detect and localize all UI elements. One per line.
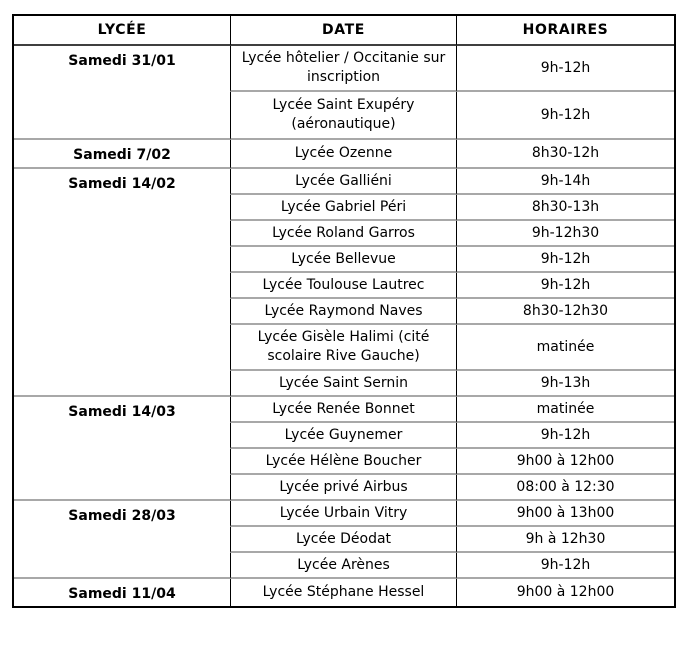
table-row bbox=[14, 140, 674, 169]
column-header-horaires: HORAIRES bbox=[456, 16, 674, 46]
horaires-cell: 9h00 à 12h00 bbox=[456, 579, 674, 606]
horaires-cell: matinée bbox=[456, 325, 674, 371]
lycee-name-cell: Lycée Saint Exupéry (aéronautique) bbox=[230, 92, 456, 140]
lycee-name-cell: Lycée Bellevue bbox=[230, 247, 456, 273]
horaires-cell: 8h30-12h30 bbox=[456, 299, 674, 325]
lycee-name-cell: Lycée Toulouse Lautrec bbox=[230, 273, 456, 299]
lycee-name-cell: Lycée hôtelier / Occitanie sur inscription bbox=[230, 46, 456, 92]
horaires-cell: 8h30-12h bbox=[456, 140, 674, 169]
horaires-cell: 08:00 à 12:30 bbox=[456, 475, 674, 501]
horaires-cell: 9h-13h bbox=[456, 371, 674, 397]
horaires-cell: 9h00 à 13h00 bbox=[456, 501, 674, 527]
lycee-name-cell: Lycée privé Airbus bbox=[230, 475, 456, 501]
horaires-cell: 9h-12h bbox=[456, 273, 674, 299]
date-cell: Samedi 14/03 bbox=[14, 397, 230, 501]
table-row bbox=[14, 169, 674, 195]
lycee-name-cell: Lycée Stéphane Hessel bbox=[230, 579, 456, 606]
lycee-name-cell: Lycée Gisèle Halimi (cité scolaire Rive Gauche) bbox=[230, 325, 456, 371]
horaires-cell: 9h-12h bbox=[456, 553, 674, 579]
lycee-name-cell: Lycée Roland Garros bbox=[230, 221, 456, 247]
date-cell: Samedi 7/02 bbox=[14, 140, 230, 169]
horaires-cell: 9h-12h30 bbox=[456, 221, 674, 247]
horaires-cell: 9h00 à 12h00 bbox=[456, 449, 674, 475]
column-header-lycee: LYCÉE bbox=[14, 16, 230, 46]
horaires-cell: 9h-12h bbox=[456, 423, 674, 449]
table-row bbox=[14, 579, 674, 606]
lycee-name-cell: Lycée Arènes bbox=[230, 553, 456, 579]
table-row bbox=[14, 46, 674, 92]
lycee-name-cell: Lycée Raymond Naves bbox=[230, 299, 456, 325]
lycee-name-cell: Lycée Ozenne bbox=[230, 140, 456, 169]
horaires-cell: 8h30-13h bbox=[456, 195, 674, 221]
date-cell: Samedi 14/02 bbox=[14, 169, 230, 397]
lycee-name-cell: Lycée Renée Bonnet bbox=[230, 397, 456, 423]
horaires-cell: 9h-12h bbox=[456, 46, 674, 92]
lycee-name-cell: Lycée Gabriel Péri bbox=[230, 195, 456, 221]
schedule-table bbox=[12, 14, 676, 608]
lycee-name-cell: Lycée Déodat bbox=[230, 527, 456, 553]
lycee-name-cell: Lycée Hélène Boucher bbox=[230, 449, 456, 475]
horaires-cell: matinée bbox=[456, 397, 674, 423]
lycee-name-cell: Lycée Galliéni bbox=[230, 169, 456, 195]
horaires-cell: 9h-12h bbox=[456, 92, 674, 140]
column-header-date: DATE bbox=[230, 16, 456, 46]
date-cell: Samedi 31/01 bbox=[14, 46, 230, 140]
horaires-cell: 9h-14h bbox=[456, 169, 674, 195]
date-cell: Samedi 11/04 bbox=[68, 586, 176, 602]
lycee-name-cell: Lycée Urbain Vitry bbox=[230, 501, 456, 527]
lycee-name-cell: Lycée Guynemer bbox=[230, 423, 456, 449]
table-row bbox=[14, 501, 674, 527]
lycee-name-cell: Lycée Saint Sernin bbox=[230, 371, 456, 397]
horaires-cell: 9h-12h bbox=[456, 247, 674, 273]
header-row bbox=[14, 16, 674, 46]
date-cell: Samedi 28/03 bbox=[14, 501, 230, 579]
horaires-cell: 9h à 12h30 bbox=[456, 527, 674, 553]
table-row bbox=[14, 397, 674, 423]
